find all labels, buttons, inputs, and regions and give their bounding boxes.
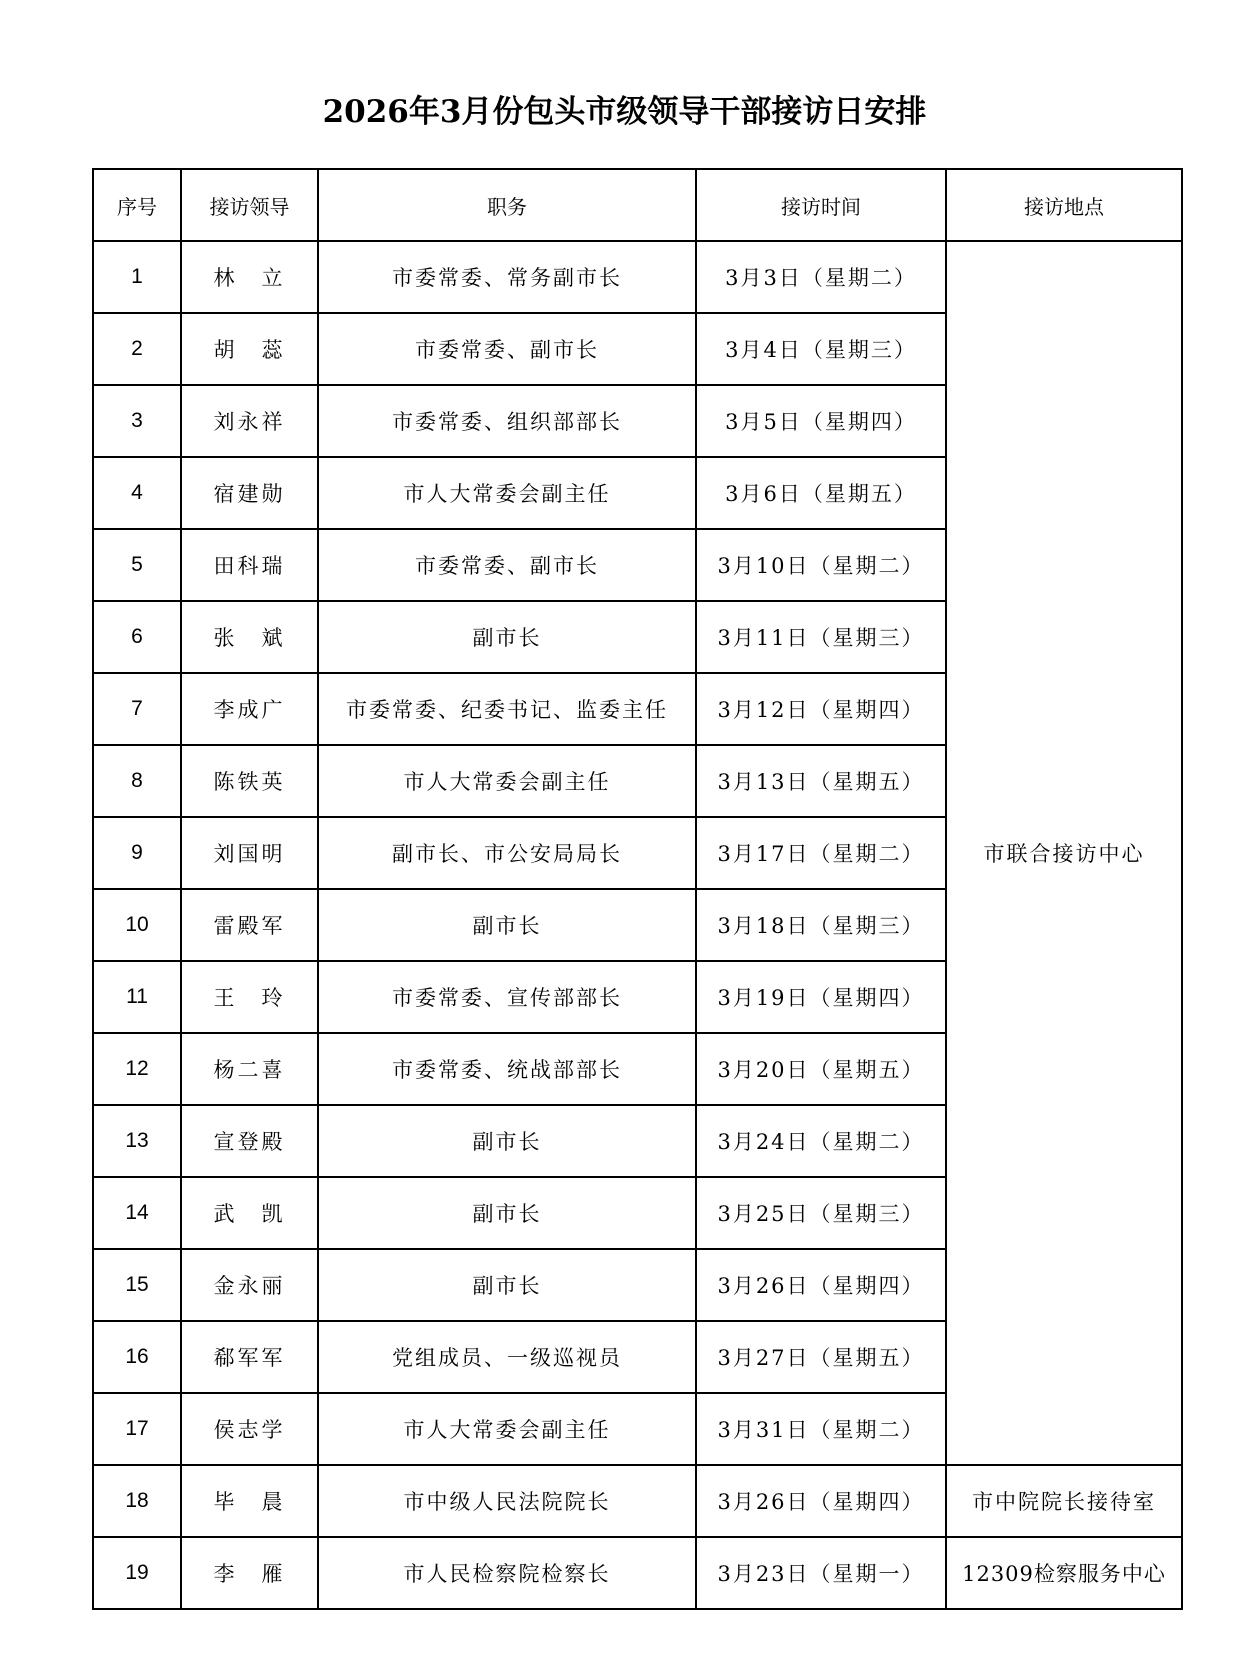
cell-leader: 陈铁英 xyxy=(181,745,318,817)
cell-position: 副市长 xyxy=(318,1249,696,1321)
cell-leader: 武 凯 xyxy=(181,1177,318,1249)
table-row xyxy=(93,1465,1182,1537)
cell-position: 市委常委、纪委书记、监委主任 xyxy=(318,673,696,745)
cell-time: 3月6日（星期五） xyxy=(696,457,946,529)
cell-leader: 李 雁 xyxy=(181,1537,318,1609)
cell-position: 副市长、市公安局局长 xyxy=(318,817,696,889)
cell-no: 1 xyxy=(93,241,181,313)
cell-no: 5 xyxy=(93,529,181,601)
cell-leader: 刘永祥 xyxy=(181,385,318,457)
cell-location-merged: 市联合接访中心 xyxy=(946,241,1182,1465)
cell-leader: 王 玲 xyxy=(181,961,318,1033)
page-title: 2026年3月份包头市级领导干部接访日安排 xyxy=(322,94,927,130)
cell-position: 市人大常委会副主任 xyxy=(318,745,696,817)
header-no: 序号 xyxy=(93,169,181,241)
cell-no: 13 xyxy=(93,1105,181,1177)
cell-time: 3月20日（星期五） xyxy=(696,1033,946,1105)
cell-position: 市中级人民法院院长 xyxy=(318,1465,696,1537)
cell-no: 6 xyxy=(93,601,181,673)
cell-position: 副市长 xyxy=(318,1105,696,1177)
cell-leader: 胡 蕊 xyxy=(181,313,318,385)
cell-time: 3月4日（星期三） xyxy=(696,313,946,385)
cell-no: 10 xyxy=(93,889,181,961)
cell-leader: 宣登殿 xyxy=(181,1105,318,1177)
cell-no: 8 xyxy=(93,745,181,817)
cell-time: 3月12日（星期四） xyxy=(696,673,946,745)
cell-time: 3月18日（星期三） xyxy=(696,889,946,961)
cell-position: 市人民检察院检察长 xyxy=(318,1537,696,1609)
cell-position: 党组成员、一级巡视员 xyxy=(318,1321,696,1393)
cell-leader: 林 立 xyxy=(181,241,318,313)
cell-no: 12 xyxy=(93,1033,181,1105)
cell-leader: 侯志学 xyxy=(181,1393,318,1465)
cell-no: 15 xyxy=(93,1249,181,1321)
cell-no: 14 xyxy=(93,1177,181,1249)
cell-leader: 李成广 xyxy=(181,673,318,745)
cell-position: 市委常委、统战部部长 xyxy=(318,1033,696,1105)
schedule-table xyxy=(92,168,1183,1610)
cell-position: 市委常委、副市长 xyxy=(318,529,696,601)
cell-no: 7 xyxy=(93,673,181,745)
header-leader: 接访领导 xyxy=(181,169,318,241)
cell-position: 副市长 xyxy=(318,601,696,673)
cell-no: 9 xyxy=(93,817,181,889)
cell-location: 市中院院长接待室 xyxy=(946,1465,1182,1537)
cell-no: 19 xyxy=(93,1537,181,1609)
cell-time: 3月17日（星期二） xyxy=(696,817,946,889)
cell-no: 18 xyxy=(93,1465,181,1537)
cell-position: 市委常委、组织部部长 xyxy=(318,385,696,457)
cell-leader: 刘国明 xyxy=(181,817,318,889)
cell-position: 副市长 xyxy=(318,1177,696,1249)
cell-time: 3月11日（星期三） xyxy=(696,601,946,673)
cell-position: 市委常委、副市长 xyxy=(318,313,696,385)
cell-time: 3月10日（星期二） xyxy=(696,529,946,601)
cell-leader: 田科瑞 xyxy=(181,529,318,601)
cell-time: 3月27日（星期五） xyxy=(696,1321,946,1393)
cell-time: 3月31日（星期二） xyxy=(696,1393,946,1465)
cell-leader: 宿建勋 xyxy=(181,457,318,529)
cell-leader: 毕 晨 xyxy=(181,1465,318,1537)
cell-time: 3月26日（星期四） xyxy=(696,1465,946,1537)
cell-no: 11 xyxy=(93,961,181,1033)
table-body xyxy=(93,241,1182,1609)
header-location: 接访地点 xyxy=(946,169,1182,241)
cell-time: 3月3日（星期二） xyxy=(696,241,946,313)
cell-time: 3月23日（星期一） xyxy=(696,1537,946,1609)
cell-location: 12309检察服务中心 xyxy=(946,1537,1182,1609)
cell-time: 3月25日（星期三） xyxy=(696,1177,946,1249)
cell-time: 3月26日（星期四） xyxy=(696,1249,946,1321)
header-time: 接访时间 xyxy=(696,169,946,241)
table-row xyxy=(93,241,1182,313)
cell-leader: 杨二喜 xyxy=(181,1033,318,1105)
cell-no: 2 xyxy=(93,313,181,385)
cell-position: 市人大常委会副主任 xyxy=(318,457,696,529)
cell-time: 3月24日（星期二） xyxy=(696,1105,946,1177)
cell-no: 17 xyxy=(93,1393,181,1465)
cell-position: 副市长 xyxy=(318,889,696,961)
cell-leader: 金永丽 xyxy=(181,1249,318,1321)
cell-time: 3月13日（星期五） xyxy=(696,745,946,817)
table-header-row xyxy=(93,169,1182,241)
cell-position: 市委常委、常务副市长 xyxy=(318,241,696,313)
cell-time: 3月5日（星期四） xyxy=(696,385,946,457)
cell-leader: 郗军军 xyxy=(181,1321,318,1393)
cell-time: 3月19日（星期四） xyxy=(696,961,946,1033)
cell-no: 3 xyxy=(93,385,181,457)
cell-position: 市人大常委会副主任 xyxy=(318,1393,696,1465)
table-row xyxy=(93,1537,1182,1609)
cell-leader: 张 斌 xyxy=(181,601,318,673)
cell-position: 市委常委、宣传部部长 xyxy=(318,961,696,1033)
cell-no: 4 xyxy=(93,457,181,529)
cell-no: 16 xyxy=(93,1321,181,1393)
cell-leader: 雷殿军 xyxy=(181,889,318,961)
header-position: 职务 xyxy=(318,169,696,241)
